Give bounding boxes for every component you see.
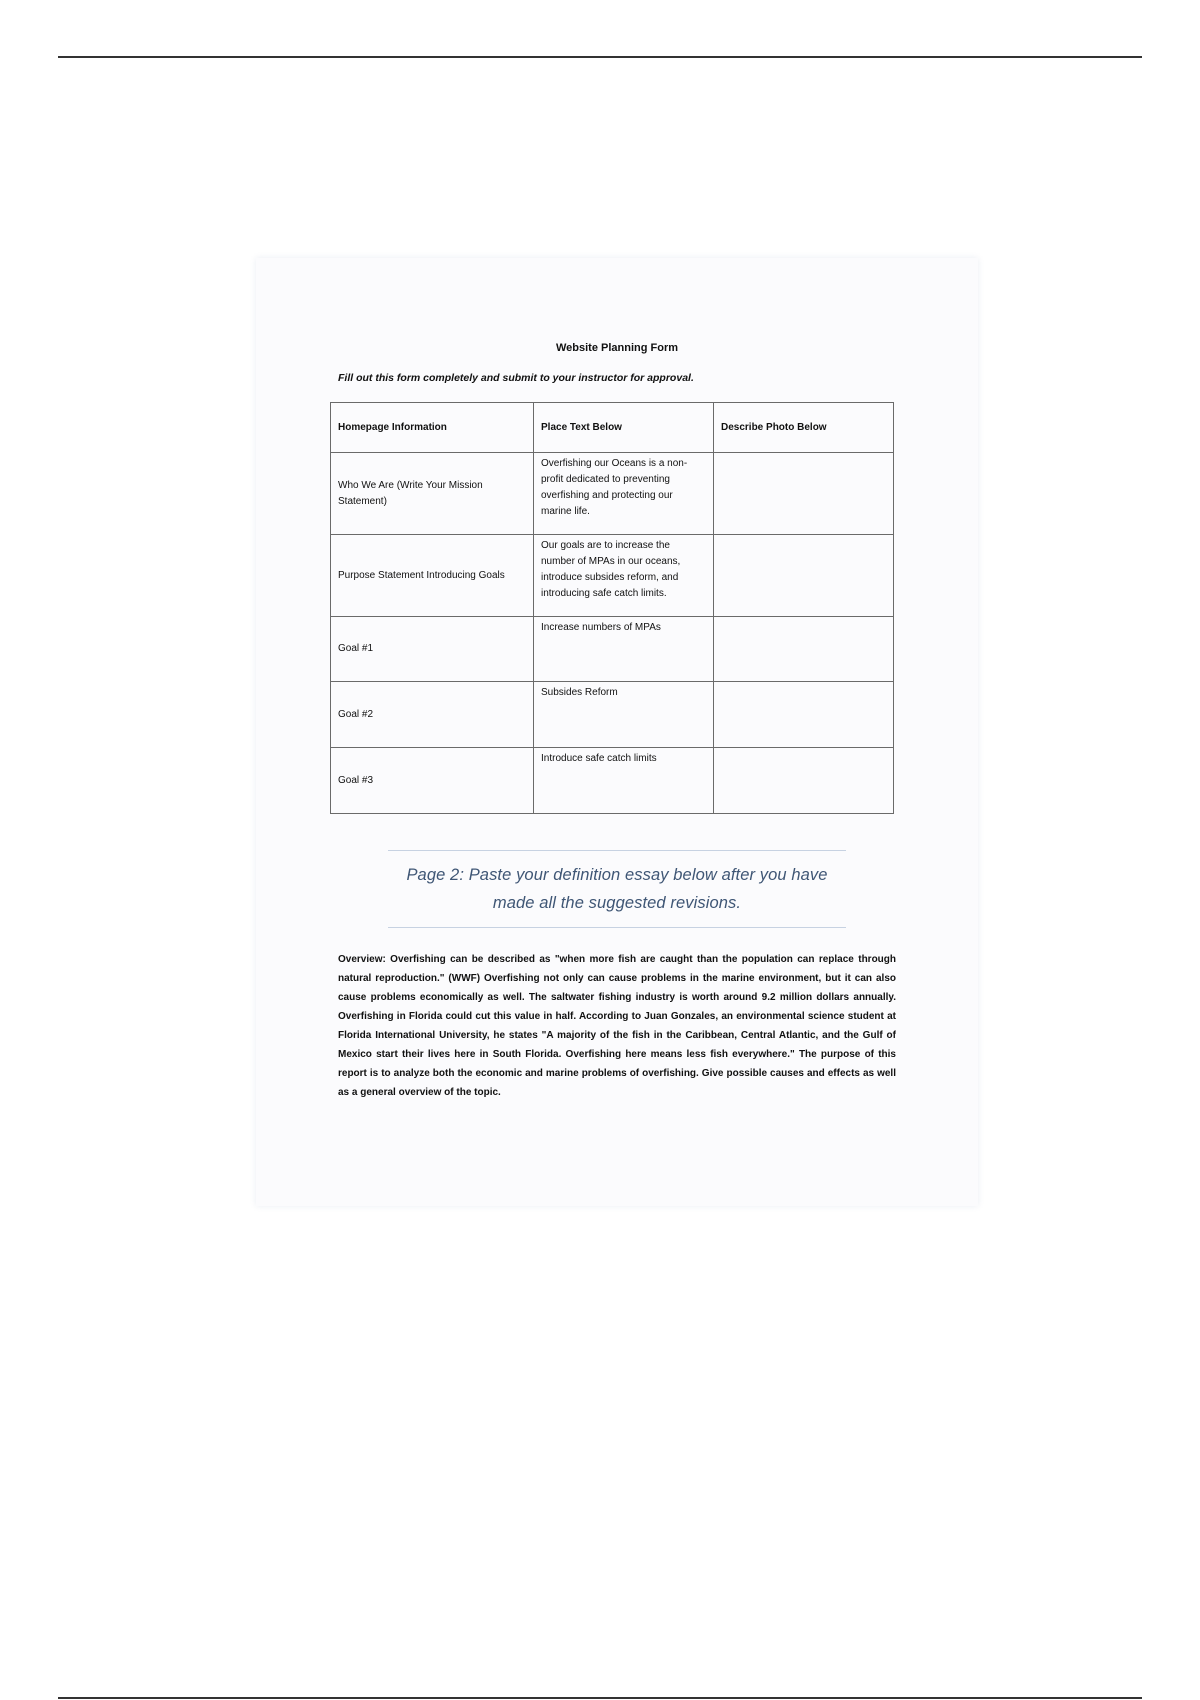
- document-page: [256, 258, 978, 1206]
- row-label: Who We Are (Write Your Mission Statement): [331, 453, 534, 535]
- column-header: Homepage Information: [331, 403, 534, 453]
- place-text-cell: Introduce safe catch limits: [534, 748, 714, 814]
- row-label: Purpose Statement Introducing Goals: [331, 535, 534, 617]
- form-instruction: Fill out this form completely and submit to your instructor for approval.: [338, 372, 694, 384]
- essay-paragraph: Overview: Overfishing can be described as "when more fish are caught than the population can replace through natural reproduction." (WWF) Overfishing not only can cause problems in the marine environment, but it can also cause problems economically as well. The saltwater fishing industry is worth around 9.2 million dollars annually. Overfishing in Florida could cut this value in half. According to Juan Gonzales, an environmental science student at Florida International University, he states "A majority of the fish in the Caribbean, Central Atlantic, and the Gulf of Mexico start their lives here in South Florida. Overfishing here means less fish everywhere." The purpose of this report is to analyze both the economic and marine problems of overfishing. Give possible causes and effects as well as a general overview of the topic.: [338, 954, 896, 1098]
- describe-photo-cell: [714, 682, 894, 748]
- describe-photo-cell: [714, 748, 894, 814]
- table-header-row: [331, 403, 894, 453]
- table-row: [331, 617, 894, 682]
- table-row: [331, 453, 894, 535]
- planning-table: [330, 402, 894, 814]
- table-row: [331, 682, 894, 748]
- describe-photo-cell: [714, 453, 894, 535]
- form-title: Website Planning Form: [555, 342, 679, 354]
- top-rule: [58, 56, 1142, 58]
- page2-heading-line2: made all the suggested revisions.: [492, 894, 742, 912]
- row-label: Goal #1: [331, 617, 534, 682]
- table-row: [331, 748, 894, 814]
- describe-photo-cell: [714, 535, 894, 617]
- column-header: Place Text Below: [534, 403, 714, 453]
- row-label: Goal #3: [331, 748, 534, 814]
- page2-heading-line1: Page 2: Paste your definition essay below after you have: [406, 866, 828, 884]
- table-row: [331, 535, 894, 617]
- place-text-cell: Our goals are to increase the number of MPAs in our oceans, introduce subsides reform, and introducing safe catch limits.: [534, 535, 714, 617]
- bottom-rule: [58, 1697, 1142, 1699]
- column-header: Describe Photo Below: [714, 403, 894, 453]
- place-text-cell: Overfishing our Oceans is a non-profit dedicated to preventing overfishing and protecting our marine life.: [534, 453, 714, 535]
- page2-heading: [388, 850, 846, 928]
- place-text-cell: Subsides Reform: [534, 682, 714, 748]
- place-text-cell: Increase numbers of MPAs: [534, 617, 714, 682]
- describe-photo-cell: [714, 617, 894, 682]
- row-label: Goal #2: [331, 682, 534, 748]
